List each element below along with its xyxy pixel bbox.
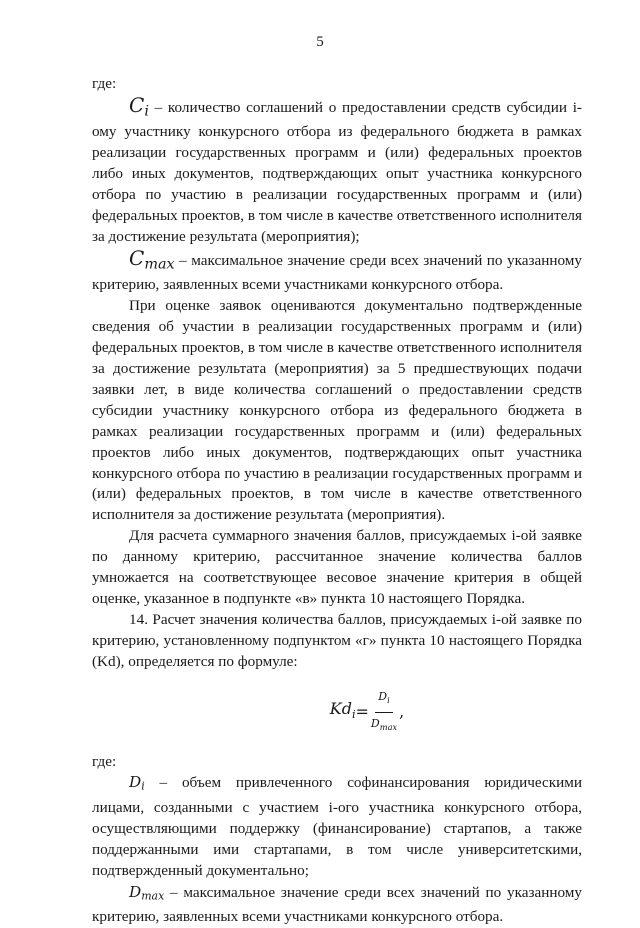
cmax-definition (92, 245, 582, 296)
formula-lhs: $Kd_i$ (329, 699, 356, 722)
paragraph-total-score: Для расчета суммарного значения баллов, присуждаемых i-ой заявке по данному критерию, рассчитанное значение количества баллов умножается на соответствующее весовое значение критерия в общей оценке, указанное в подпункте «в» пункта 10 настоящего Порядка. (92, 527, 582, 607)
ci-definition (92, 92, 582, 248)
dmax-text: – максимальное значение среди всех значений по указанному критерию, заявленных всеми участниками конкурсного отбора. (92, 883, 582, 926)
cmax-symbol: $C_{max}$ (129, 245, 175, 273)
where-label: где: (92, 75, 117, 92)
di-definition (92, 772, 582, 881)
cmax-text: – максимальное значение среди всех значений по указанному критерию, заявленных всеми участниками конкурсного отбора. (92, 251, 582, 294)
where-label-2: где: (92, 752, 117, 770)
di-text: – объем привлеченного софинансирования юридическими лицами, созданными с участием i-ого участника конкурсного отбора, осуществляющими поддержку (финансирование) стартапов, а также поддержанными ими стартапами, в том числе университетскими, подтвержденный документально; (92, 774, 582, 879)
page-number: 5 (316, 34, 324, 50)
di-symbol: $D_i$ (129, 773, 145, 794)
formula-numerator: $D_i$ (375, 687, 392, 713)
paragraph-point-14: 14. Расчет значения количества баллов, присуждаемых i-ой заявке по критерию, установленному подпунктом «г» пункта 10 настоящего Порядка (Kd), определяется по формуле: (92, 610, 582, 670)
paragraph-evaluation: При оценке заявок оцениваются документально подтвержденные сведения об участии в реализации государственных программ и (или) федеральных проектов, в том числе в качестве ответственного исполнителя за достижение результата (мероприятия) за 5 предшествующих подачи заявки лет, в виде количества соглашений о предоставлении средств субсидии участнику конкурсного отбора из федерального бюджета в рамках реализации государственных программ и (или) федеральных проектов либо иных документов, подтверждающих опыт участника конкурсного отбора по участию в реализации государственных программ и (или) федеральных проектов, в том числе в качестве ответственного исполнителя за достижение результата (мероприятия). (92, 297, 582, 524)
dmax-symbol: $D_{max}$ (129, 882, 165, 903)
formula-kd: $Kd_i$ = $\frac{D_i}{D_{max}}$ , (92, 696, 582, 730)
ci-text: – количество соглашений о предоставлении средств субсидии i-ому участнику конкурсного отбора из федерального бюджета в рамках реализации государственных программ и (или) федеральных проектов либо иных документов, подтверждающих опыт участника конкурсного отбора по участию в реализации государственных программ и (или) федеральных проектов, в том числе в качестве ответственного исполнителя за достижение результата (мероприятия); (92, 98, 582, 245)
ci-symbol: $C_i$ (129, 92, 149, 120)
formula-fraction (371, 687, 397, 738)
formula-denominator: $D_{max}$ (370, 717, 398, 733)
document-body (92, 74, 582, 928)
